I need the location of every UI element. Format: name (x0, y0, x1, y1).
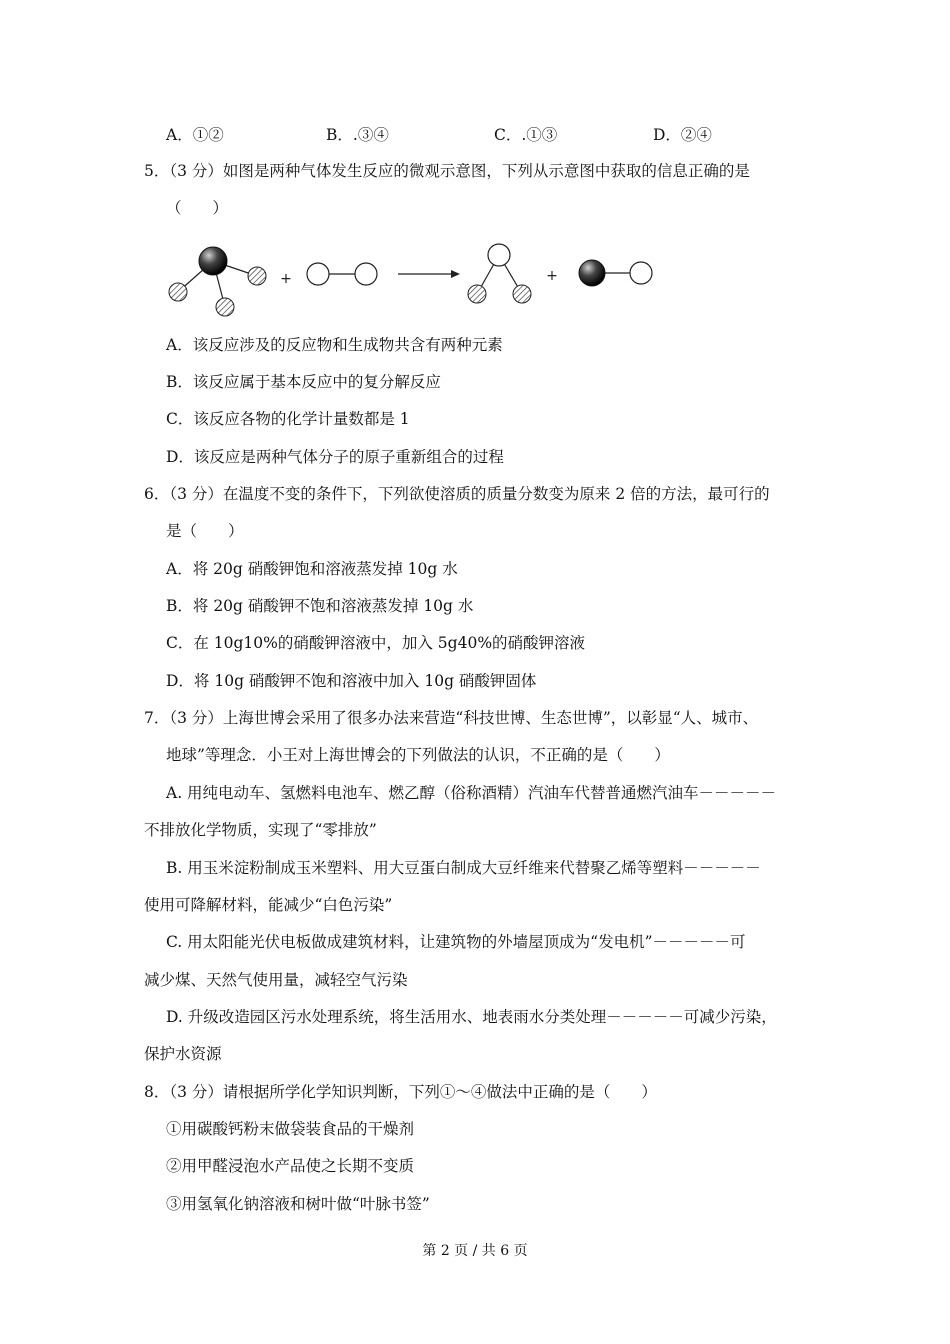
plus-sign-1: + (280, 271, 292, 287)
q8-item-2: ②用甲醛浸泡水产品使之长期不变质 (166, 1157, 415, 1175)
plus-sign-2: + (546, 268, 558, 284)
product-molecule-2 (579, 260, 652, 286)
q8-item-1: ①用碳酸钙粉末做袋装食品的干燥剂 (166, 1120, 415, 1138)
q7-option-d-line-1: D. 升级改造园区污水处理系统，将生活用水、地表雨水分类处理－－－－－可减少污染， (166, 1008, 777, 1026)
reactant-molecule-2 (307, 263, 377, 285)
q7-option-a-line-2: 不排放化学物质，实现了“零排放” (144, 821, 377, 839)
reactant-molecule-1 (169, 247, 266, 316)
q6-option-a: A．将 20g 硝酸钾饱和溶液蒸发掉 10g 水 (166, 560, 458, 578)
q6-stem-line-1: 6．（3 分）在温度不变的条件下，下列欲使溶质的质量分数变为原来 2 倍的方法，最可行的 (144, 485, 770, 503)
q5-option-c: C．该反应各物的化学计量数都是 1 (166, 410, 410, 428)
reaction-arrow (398, 270, 460, 278)
q8-item-3: ③用氢氧化钠溶液和树叶做“叶脉书签” (166, 1195, 430, 1213)
q8-stem: 8．（3 分）请根据所学化学知识判断，下列①～④做法中正确的是（ ） (144, 1083, 657, 1101)
q7-stem-line-2: 地球”等理念．小王对上海世博会的下列做法的认识，不正确的是（ ） (166, 746, 670, 764)
q5-option-d: D．该反应是两种气体分子的原子重新组合的过程 (166, 448, 504, 466)
q7-option-c-line-1: C. 用太阳能光伏电板做成建筑材料，让建筑物的外墙屋顶成为“发电机”－－－－－可 (166, 933, 746, 951)
q7-option-c-line-2: 减少煤、天然气使用量，减轻空气污染 (144, 971, 408, 989)
q5-stem: 5．（3 分）如图是两种气体发生反应的微观示意图，下列从示意图中获取的信息正确的是 (144, 162, 750, 180)
q5-answer-paren: （ ） (166, 199, 229, 217)
q7-option-b-line-1: B. 用玉米淀粉制成玉米塑料、用大豆蛋白制成大豆纤维来代替聚乙烯等塑料－－－－－ (166, 859, 761, 877)
q6-option-b: B．将 20g 硝酸钾不饱和溶液蒸发掉 10g 水 (166, 597, 474, 615)
q7-option-a-line-1: A. 用纯电动车、氢燃料电池车、燃乙醇（俗称酒精）汽油车代替普通燃汽油车－－－－－ (166, 784, 777, 802)
q5-option-a: A．该反应涉及的反应物和生成物共含有两种元素 (166, 336, 503, 354)
q7-option-b-line-2: 使用可降解材料，能减少“白色污染” (144, 896, 393, 914)
reaction-diagram (160, 235, 670, 325)
q6-option-d: D．将 10g 硝酸钾不饱和溶液中加入 10g 硝酸钾固体 (166, 672, 537, 690)
q4-option-a: A．①② (166, 126, 224, 144)
q7-stem-line-1: 7．（3 分）上海世博会采用了很多办法来营造“科技世博、生态世博”，以彰显“人、城市、 (144, 709, 759, 727)
q7-option-d-line-2: 保护水资源 (144, 1045, 222, 1063)
q4-option-d: D．②④ (653, 126, 712, 144)
product-molecule-1 (468, 244, 531, 303)
q4-option-b: B．.③④ (326, 126, 389, 144)
q4-option-c: C．.①③ (494, 126, 558, 144)
q6-option-c: C．在 10g10%的硝酸钾溶液中，加入 5g40%的硝酸钾溶液 (166, 634, 586, 652)
q6-stem-line-2: 是（ ） (166, 522, 244, 540)
q5-option-b: B．该反应属于基本反应中的复分解反应 (166, 373, 441, 391)
page-footer: 第 2 页 / 共 6 页 (422, 1243, 528, 1259)
